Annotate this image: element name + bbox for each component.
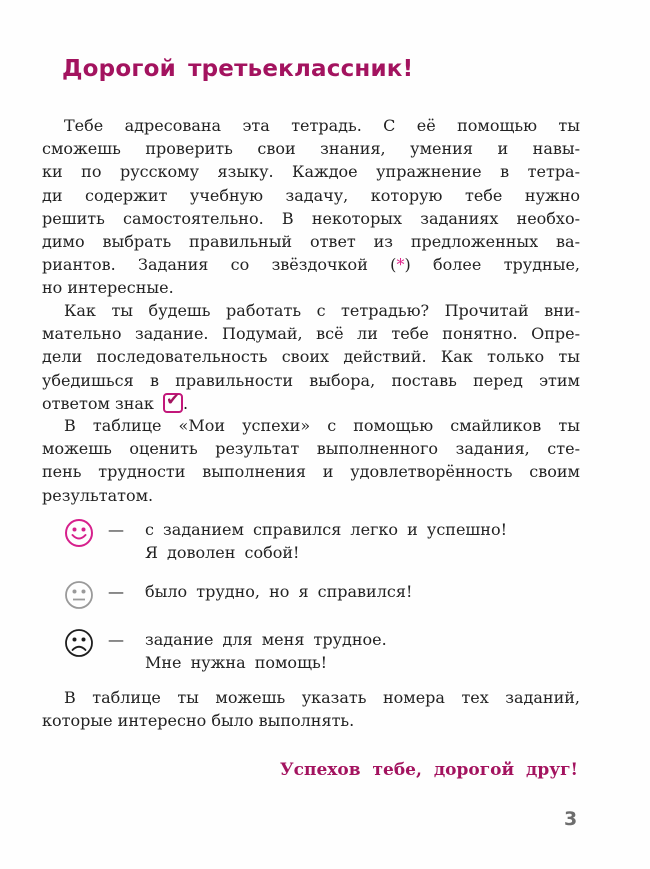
interesting-tasks-paragraph: [42, 686, 580, 732]
dash: —: [108, 630, 124, 649]
text-line: можешь оценить результат выполненного задания, сте-: [42, 439, 580, 459]
legend-description: [145, 580, 412, 603]
legend-line: Мне нужна помощь!: [145, 653, 328, 673]
legend-line: с заданием справился легко и успешно!: [145, 520, 508, 539]
text-line: пень трудности выполнения и удовлетворённость своим: [42, 462, 580, 482]
text-line: решить самостоятельно. В некоторых заданиях необхо-: [42, 208, 580, 228]
legend-description: [145, 518, 507, 564]
text-line: Тебе адресована эта тетрадь. С её помощью ты: [64, 116, 580, 135]
intro-paragraph: [42, 114, 580, 300]
text-line: димо выбрать правильный ответ из предложенных ва-: [42, 231, 580, 251]
legend-line: было трудно, но я справился!: [145, 582, 413, 601]
text-line: мательно задание. Подумай, всё ли тебе понятно. Опре-: [42, 324, 580, 344]
text-line: убедишься в правильности выбора, поставь перед этим: [42, 370, 580, 390]
page-number: 3: [564, 808, 578, 830]
sad-smiley-icon: [64, 628, 94, 658]
text-line: ди содержит учебную задачу, которую тебе нужно: [42, 185, 580, 205]
text-line: В таблице «Мои успехи» с помощью смайликов ты: [64, 416, 580, 435]
legend-line: Я доволен собой!: [145, 543, 300, 563]
checkbox-check-icon: [163, 389, 183, 413]
text-line: сможешь проверить свои знания, умения и навы-: [42, 139, 580, 159]
closing-wish: Успехов тебе, дорогой друг!: [279, 760, 578, 780]
page-title: Дорогой третьеклассник!: [62, 56, 414, 82]
text-line-with-star: [42, 253, 580, 276]
text-line: ки по русскому языку. Каждое упражнение в тетра-: [42, 162, 580, 182]
text-line: В таблице ты можешь указать номера тех заданий,: [64, 688, 580, 707]
legend-description: [145, 628, 387, 674]
text-line-with-checkmark: [42, 389, 580, 415]
happy-smiley-icon: [64, 518, 94, 548]
text-fragment: риантов. Задания со звёздочкой (: [42, 255, 397, 275]
dash: —: [108, 582, 124, 601]
text-fragment: ) более трудные,: [404, 255, 581, 275]
neutral-smiley-icon: [64, 580, 94, 610]
text-fragment: ответом знак: [42, 393, 154, 413]
dash: —: [108, 520, 124, 539]
text-line: результатом.: [42, 485, 154, 505]
success-table-paragraph: [42, 414, 580, 507]
star-icon: *: [396, 255, 405, 275]
text-fragment: .: [183, 393, 189, 413]
text-line: но интересные.: [42, 278, 174, 298]
instructions-paragraph: [42, 299, 580, 415]
legend-line: задание для меня трудное.: [145, 630, 387, 649]
check-mark-icon: ✔: [166, 389, 181, 410]
text-line: дели последовательность своих действий. Как только ты: [42, 347, 580, 367]
text-line: Как ты будешь работать с тетрадью? Прочитай вни-: [64, 301, 580, 320]
text-line: которые интересно было выполнять.: [42, 711, 355, 731]
